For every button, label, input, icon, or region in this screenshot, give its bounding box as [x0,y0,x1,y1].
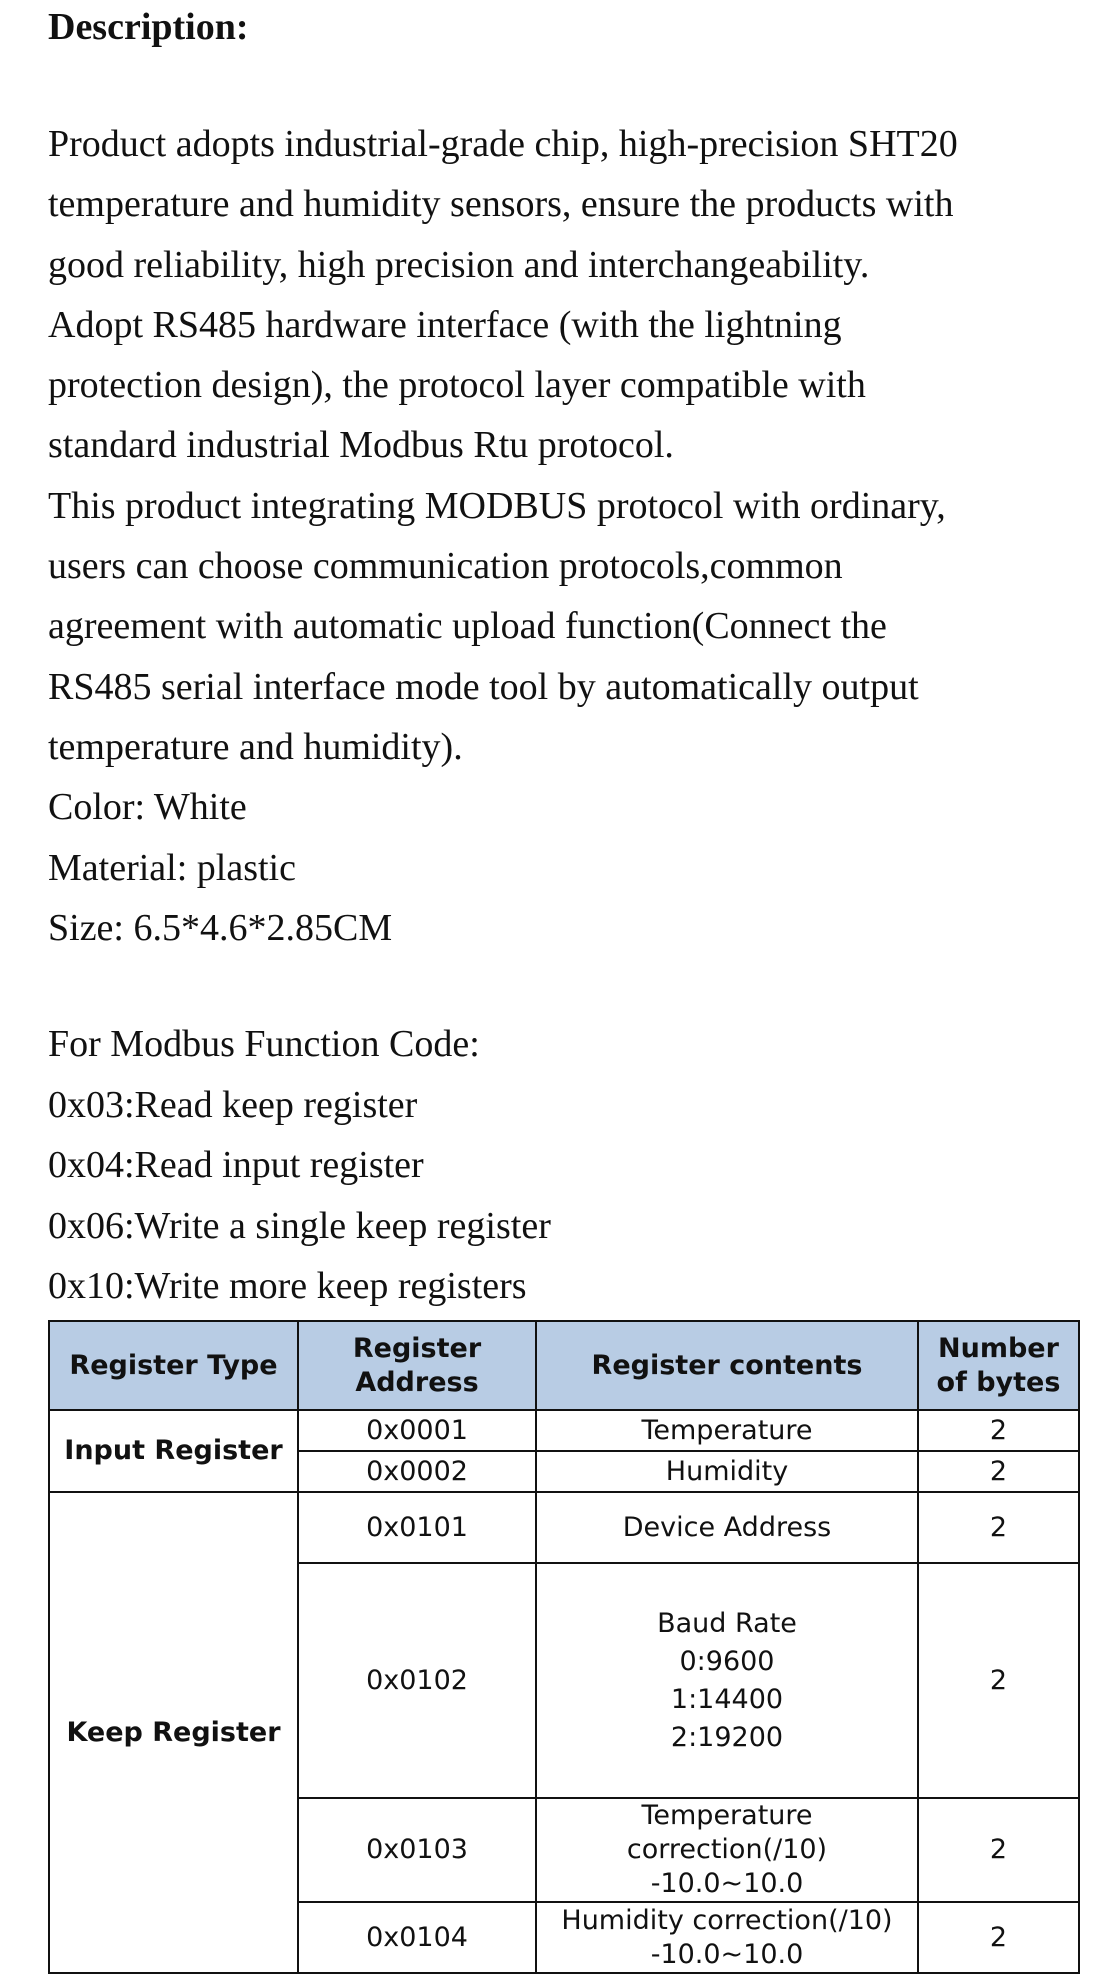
bytes-cell: 2 [918,1492,1079,1563]
register-type-cell: Input Register [49,1410,298,1492]
description-line: Product adopts industrial-grade chip, high-precision SHT20 [48,123,958,165]
contents-cell [536,1563,918,1798]
table-header-row [49,1321,1079,1410]
description-line: This product integrating MODBUS protocol with ordinary, [48,484,946,527]
contents-cell [536,1798,918,1902]
bytes-cell: 2 [918,1563,1079,1798]
header-line: Address [355,1366,479,1398]
description-line: Adopt RS485 hardware interface (with the lightning [48,303,842,346]
header-line: Number [938,1332,1059,1364]
description-line: temperature and humidity sensors, ensure the products with [48,183,954,226]
bytes-cell: 2 [918,1902,1079,1973]
description-line: standard industrial Modbus Rtu protocol. [48,424,674,467]
contents-cell [536,1902,918,1973]
material-spec: Material: plastic [48,846,296,889]
contents-cell: Device Address [536,1492,918,1563]
description-line: temperature and humidity). [48,725,463,768]
contents-line: Humidity correction(/10) [561,1904,893,1936]
header-register-type: Register Type [49,1321,298,1410]
header-number-of-bytes [918,1321,1079,1410]
description-line: users can choose communication protocols,common [48,545,843,588]
size-spec: Size: 6.5*4.6*2.85CM [48,906,393,949]
description-text [48,114,958,958]
address-cell: 0x0104 [298,1902,536,1973]
address-cell: 0x0101 [298,1492,536,1563]
function-code-title: For Modbus Function Code: [48,1023,480,1065]
contents-line: Baud Rate [657,1607,797,1639]
contents-line: Temperature correction(/10) [626,1800,828,1865]
description-line: good reliability, high precision and interchangeability. [48,243,870,286]
table-row [49,1492,1079,1563]
table-row [49,1410,1079,1451]
contents-line: -10.0~10.0 [650,1868,804,1899]
register-table [48,1320,1080,1974]
bytes-cell: 2 [918,1798,1079,1902]
address-cell: 0x0002 [298,1451,536,1492]
function-code-item: 0x03:Read keep register [48,1083,418,1126]
header-line: of bytes [936,1366,1061,1398]
contents-line: 0:9600 [679,1645,775,1677]
description-line: RS485 serial interface mode tool by automatically output [48,665,919,708]
address-cell: 0x0103 [298,1798,536,1902]
contents-line: 2:19200 [670,1721,784,1753]
contents-line: -10.0~10.0 [650,1938,804,1970]
description-line: agreement with automatic upload function(Connect the [48,605,887,648]
contents-cell: Temperature [536,1410,918,1451]
address-cell: 0x0102 [298,1563,536,1798]
bytes-cell: 2 [918,1410,1079,1451]
function-code-list [48,1014,551,1317]
color-spec: Color: White [48,786,247,829]
contents-cell: Humidity [536,1451,918,1492]
address-cell: 0x0001 [298,1410,536,1451]
bytes-cell: 2 [918,1451,1079,1492]
function-code-item: 0x10:Write more keep registers [48,1265,527,1307]
description-line: protection design), the protocol layer compatible with [48,364,866,407]
register-type-cell: Keep Register [49,1492,298,1973]
function-code-item: 0x04:Read input register [48,1144,424,1186]
header-register-address [298,1321,536,1410]
header-line: Register [352,1332,482,1364]
function-code-item: 0x06:Write a single keep register [48,1204,551,1247]
header-register-contents: Register contents [536,1321,918,1410]
description-heading: Description: [48,6,249,48]
contents-line: 1:14400 [670,1683,784,1715]
